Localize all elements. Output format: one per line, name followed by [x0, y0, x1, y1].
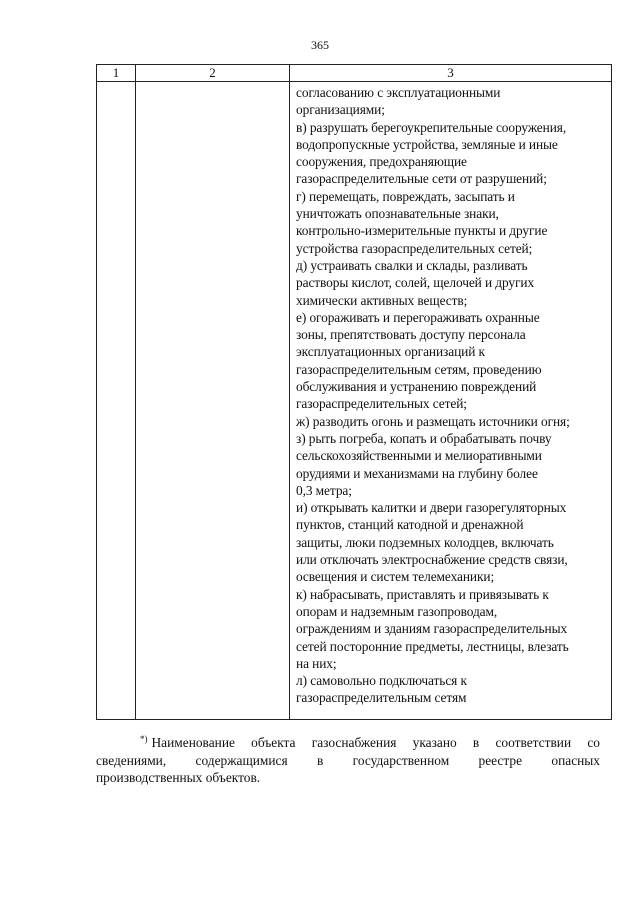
text-line: д) устраивать свалки и склады, разливать — [296, 257, 528, 273]
text-line: ограждениям и зданиям газораспределительных — [296, 621, 568, 637]
text-line: обслуживания и устранению повреждений — [296, 379, 537, 395]
table-header-row — [97, 65, 612, 82]
text-line: в) разрушать берегоукрепительные сооружения, — [296, 119, 567, 135]
footnote-line-1 — [96, 731, 600, 752]
footnote-line-3: производственных объектов. — [96, 770, 261, 785]
table-cell-col1 — [97, 82, 136, 720]
restrictions-text — [290, 82, 611, 707]
text-line: или отключать электроснабжение средств связи, — [296, 552, 568, 568]
text-line: и) открывать калитки и двери газорегуляторных — [296, 500, 567, 516]
text-line: газораспределительным сетям, проведению — [296, 361, 542, 377]
text-line: освещения и систем телемеханики; — [296, 569, 495, 585]
column-header-3: 3 — [290, 65, 612, 82]
text-line: устройства газораспределительных сетей; — [296, 240, 533, 256]
text-line: пунктов, станций катодной и дренажной — [296, 517, 524, 533]
text-line: ж) разводить огонь и размещать источники огня; — [296, 413, 570, 429]
text-line: согласованию с эксплуатационными — [296, 85, 501, 100]
text-line: опорам и надземным газопроводам, — [296, 603, 498, 619]
text-line: 0,3 метра; — [296, 482, 352, 498]
text-line: г) перемещать, повреждать, засыпать и — [296, 188, 515, 204]
footnote — [96, 731, 600, 787]
table-cell-col2 — [136, 82, 290, 720]
text-line: газораспределительным сетям — [296, 690, 467, 706]
text-line: зоны, препятствовать доступу персонала — [296, 327, 526, 343]
footnote-text-1: Наименование объекта газоснабжения указано в соответствии со — [151, 735, 600, 750]
text-line: газораспределительные сети от разрушений; — [296, 171, 547, 187]
column-header-1: 1 — [97, 65, 136, 82]
text-line: з) рыть погреба, копать и обрабатывать почву — [296, 430, 552, 446]
text-line: к) набрасывать, приставлять и привязывать к — [296, 586, 549, 602]
text-line: контрольно-измерительные пункты и другие — [296, 223, 548, 239]
text-line: растворы кислот, солей, щелочей и других — [296, 275, 535, 291]
table-row — [97, 82, 612, 720]
text-line: водопропускные устройства, земляные и иные — [296, 136, 558, 152]
text-line: химически активных веществ; — [296, 292, 468, 308]
text-line: газораспределительных сетей; — [296, 396, 467, 412]
page-number: 365 — [311, 38, 329, 52]
text-line: уничтожать опознавательные знаки, — [296, 206, 499, 222]
text-line: сельскохозяйственными и мелиоративными — [296, 448, 542, 464]
text-line: сооружения, предохраняющие — [296, 154, 467, 170]
document-table — [96, 64, 612, 720]
text-line: л) самовольно подключаться к — [296, 673, 467, 689]
footnote-marker: *) — [140, 734, 148, 744]
text-line: организациями; — [296, 102, 385, 118]
text-line: на них; — [296, 655, 337, 671]
text-line: сетей посторонние предметы, лестницы, влезать — [296, 638, 569, 654]
text-line: защиты, люки подземных колодцев, включать — [296, 534, 554, 550]
table-cell-col3 — [290, 82, 612, 720]
footnote-line-2: сведениями, содержащимися в государственном реестре опасных — [96, 752, 600, 768]
text-line: эксплуатационных организаций к — [296, 344, 485, 360]
column-header-2: 2 — [136, 65, 290, 82]
text-line: е) огораживать и перегораживать охранные — [296, 309, 540, 325]
text-line: орудиями и механизмами на глубину более — [296, 465, 538, 481]
